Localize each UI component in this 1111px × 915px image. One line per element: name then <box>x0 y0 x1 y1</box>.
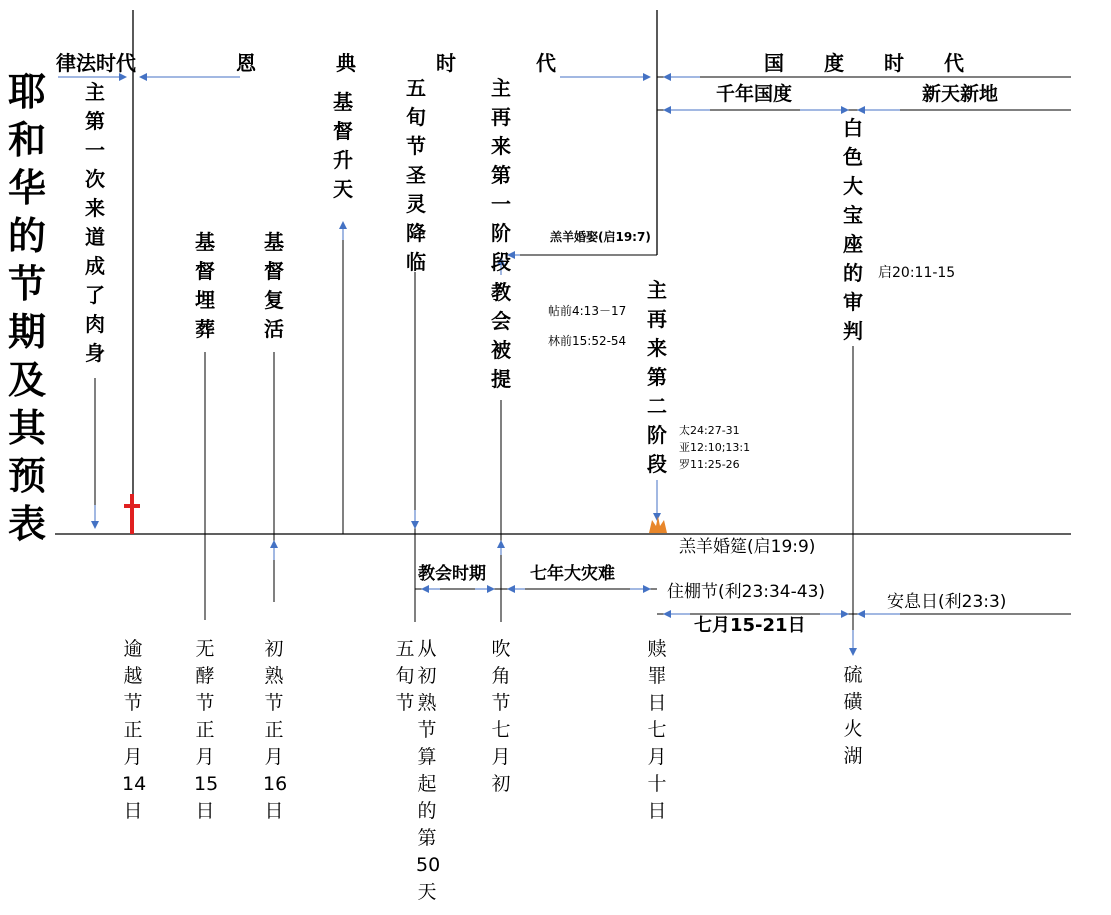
char: 主 <box>85 80 105 104</box>
tribulation-label: 七年大灾难 <box>530 564 615 584</box>
millennium-label: 千年国度 <box>716 83 793 105</box>
kingdom-era-char-3: 时 <box>884 51 904 75</box>
char: 的 <box>7 214 46 258</box>
grace-era-char-2: 典 <box>336 51 356 75</box>
char: 督 <box>264 259 284 283</box>
char: 一 <box>491 192 511 216</box>
char: 十 <box>647 773 667 795</box>
unleavened-label <box>194 638 219 829</box>
passover-label <box>122 638 147 829</box>
pentecost-feast-label <box>394 640 416 721</box>
char: 起 <box>417 773 437 795</box>
char: 复 <box>264 288 284 312</box>
char: 宝 <box>843 203 863 227</box>
page-title <box>6 68 48 548</box>
char: 耶 <box>7 70 46 114</box>
char: 基 <box>333 90 353 114</box>
char: 教 <box>491 280 511 304</box>
char: 成 <box>85 254 105 278</box>
char: 督 <box>195 259 215 283</box>
char: 来 <box>85 196 105 220</box>
char: 了 <box>85 283 105 307</box>
second-coming-stage2-label <box>645 280 669 483</box>
char: 算 <box>417 746 437 768</box>
char: 及 <box>7 358 46 402</box>
char: 天 <box>417 881 437 903</box>
char: 正 <box>195 719 215 741</box>
grace-era-char-4: 代 <box>536 51 556 75</box>
zech-ref: 亚12:10;13:1 <box>679 441 751 454</box>
lake-of-fire-label <box>842 666 864 774</box>
char: 肉 <box>85 312 105 336</box>
char: 灵 <box>406 192 426 216</box>
char: 正 <box>123 719 143 741</box>
char: 旬 <box>395 665 415 687</box>
char: 道 <box>85 225 105 249</box>
sabbath-label: 安息日(利23:3) <box>887 592 1007 612</box>
char: 圣 <box>406 163 426 187</box>
thess-ref: 帖前4:13－17 <box>548 304 627 318</box>
char: 15 <box>194 773 219 795</box>
char: 活 <box>264 317 284 341</box>
char: 身 <box>85 341 105 365</box>
char: 基 <box>195 230 215 254</box>
char: 16 <box>263 773 288 795</box>
char: 吹 <box>491 638 511 660</box>
char: 再 <box>647 307 667 331</box>
char: 判 <box>843 319 863 343</box>
flame-icon <box>648 514 668 534</box>
char: 罪 <box>647 665 667 687</box>
char: 日 <box>647 692 667 714</box>
char: 天 <box>333 177 353 201</box>
char: 无 <box>195 638 215 660</box>
char: 月 <box>123 746 143 768</box>
char: 日 <box>264 800 284 822</box>
char: 七 <box>647 719 667 741</box>
char: 日 <box>195 800 215 822</box>
kingdom-era-char-4: 代 <box>944 51 964 75</box>
char: 降 <box>406 221 426 245</box>
kingdom-era-char-2: 度 <box>824 51 844 75</box>
char: 的 <box>843 261 863 285</box>
rapture-label <box>489 282 513 398</box>
char: 火 <box>843 718 863 740</box>
char: 再 <box>491 105 511 129</box>
char: 一 <box>85 138 105 162</box>
pentecost-spirit-label <box>404 78 428 281</box>
burial-label <box>193 232 217 348</box>
char: 第 <box>417 827 437 849</box>
char: 熟 <box>417 692 437 714</box>
char: 湖 <box>843 745 863 767</box>
char: 节 <box>7 262 46 306</box>
char: 赎 <box>647 638 667 660</box>
char: 二 <box>647 394 667 418</box>
char: 初 <box>264 638 284 660</box>
rom-ref: 罗11:25-26 <box>679 458 740 471</box>
char: 次 <box>85 167 105 191</box>
char: 月 <box>264 746 284 768</box>
ascension-label <box>331 92 355 208</box>
char: 其 <box>7 406 46 450</box>
char: 主 <box>491 76 511 100</box>
kingdom-era-char-1: 国 <box>764 51 784 75</box>
char: 升 <box>333 148 353 172</box>
char: 正 <box>264 719 284 741</box>
char: 旬 <box>406 105 426 129</box>
char: 初 <box>417 665 437 687</box>
char: 第 <box>85 109 105 133</box>
char: 节 <box>406 134 426 158</box>
char: 逾 <box>123 638 143 660</box>
second-coming-stage1-label <box>489 78 513 281</box>
char: 色 <box>843 145 863 169</box>
char: 和 <box>7 118 46 162</box>
char: 来 <box>647 336 667 360</box>
char: 节 <box>195 692 215 714</box>
char: 五 <box>395 638 415 660</box>
char: 被 <box>491 338 511 362</box>
church-age-label: 教会时期 <box>418 564 486 584</box>
char: 角 <box>491 665 511 687</box>
lamb-wedding-ref: 羔羊婚娶(启19:7) <box>550 230 651 244</box>
cor-ref: 林前15:52-54 <box>548 334 627 348</box>
char: 节 <box>264 692 284 714</box>
char: 的 <box>417 800 437 822</box>
law-era-label: 律法时代 <box>56 51 136 75</box>
char: 初 <box>491 773 511 795</box>
char: 熟 <box>264 665 284 687</box>
seventh-month-label: 七月15-21日 <box>694 615 806 636</box>
char: 来 <box>491 134 511 158</box>
grace-era-char-1: 恩 <box>236 51 256 75</box>
char: 节 <box>417 719 437 741</box>
char: 第 <box>491 163 511 187</box>
atonement-label <box>646 640 668 829</box>
firstfruits-label <box>263 638 288 829</box>
char: 磺 <box>843 691 863 713</box>
char: 会 <box>491 309 511 333</box>
trumpets-label <box>490 640 512 802</box>
char: 段 <box>647 452 667 476</box>
char: 大 <box>843 174 863 198</box>
char: 从 <box>417 638 437 660</box>
char: 临 <box>406 250 426 274</box>
char: 华 <box>7 166 46 210</box>
grace-era-char-3: 时 <box>436 51 456 75</box>
char: 日 <box>647 800 667 822</box>
char: 表 <box>7 502 46 546</box>
lamb-feast-label: 羔羊婚筵(启19:9) <box>679 537 816 557</box>
char: 七 <box>491 719 511 741</box>
mt24-ref: 太24:27-31 <box>679 424 740 437</box>
resurrection-label <box>262 232 286 348</box>
char: 督 <box>333 119 353 143</box>
white-throne-label <box>841 118 865 350</box>
incarnation-label <box>83 82 107 372</box>
char: 阶 <box>647 423 667 447</box>
char: 基 <box>264 230 284 254</box>
char: 白 <box>843 116 863 140</box>
char: 座 <box>843 232 863 256</box>
char: 段 <box>491 250 511 274</box>
char: 五 <box>406 76 426 100</box>
char: 月 <box>491 746 511 768</box>
char: 节 <box>491 692 511 714</box>
cross-icon <box>124 494 140 534</box>
char: 葬 <box>195 317 215 341</box>
char: 节 <box>395 692 415 714</box>
char: 月 <box>195 746 215 768</box>
new-heaven-label: 新天新地 <box>922 83 999 105</box>
tabernacles-label: 住棚节(利23:34-43) <box>667 582 826 602</box>
char: 审 <box>843 290 863 314</box>
char: 埋 <box>195 288 215 312</box>
pentecost-count-label <box>416 638 441 910</box>
char: 预 <box>7 454 46 498</box>
char: 硫 <box>843 664 863 686</box>
char: 日 <box>123 800 143 822</box>
char: 主 <box>647 278 667 302</box>
char: 50 <box>416 854 441 876</box>
char: 节 <box>123 692 143 714</box>
char: 14 <box>122 773 147 795</box>
char: 越 <box>123 665 143 687</box>
char: 阶 <box>491 221 511 245</box>
char: 月 <box>647 746 667 768</box>
char: 第 <box>647 365 667 389</box>
rev20-ref: 启20:11-15 <box>878 265 956 281</box>
char: 提 <box>491 367 511 391</box>
char: 酵 <box>195 665 215 687</box>
char: 期 <box>7 310 46 354</box>
